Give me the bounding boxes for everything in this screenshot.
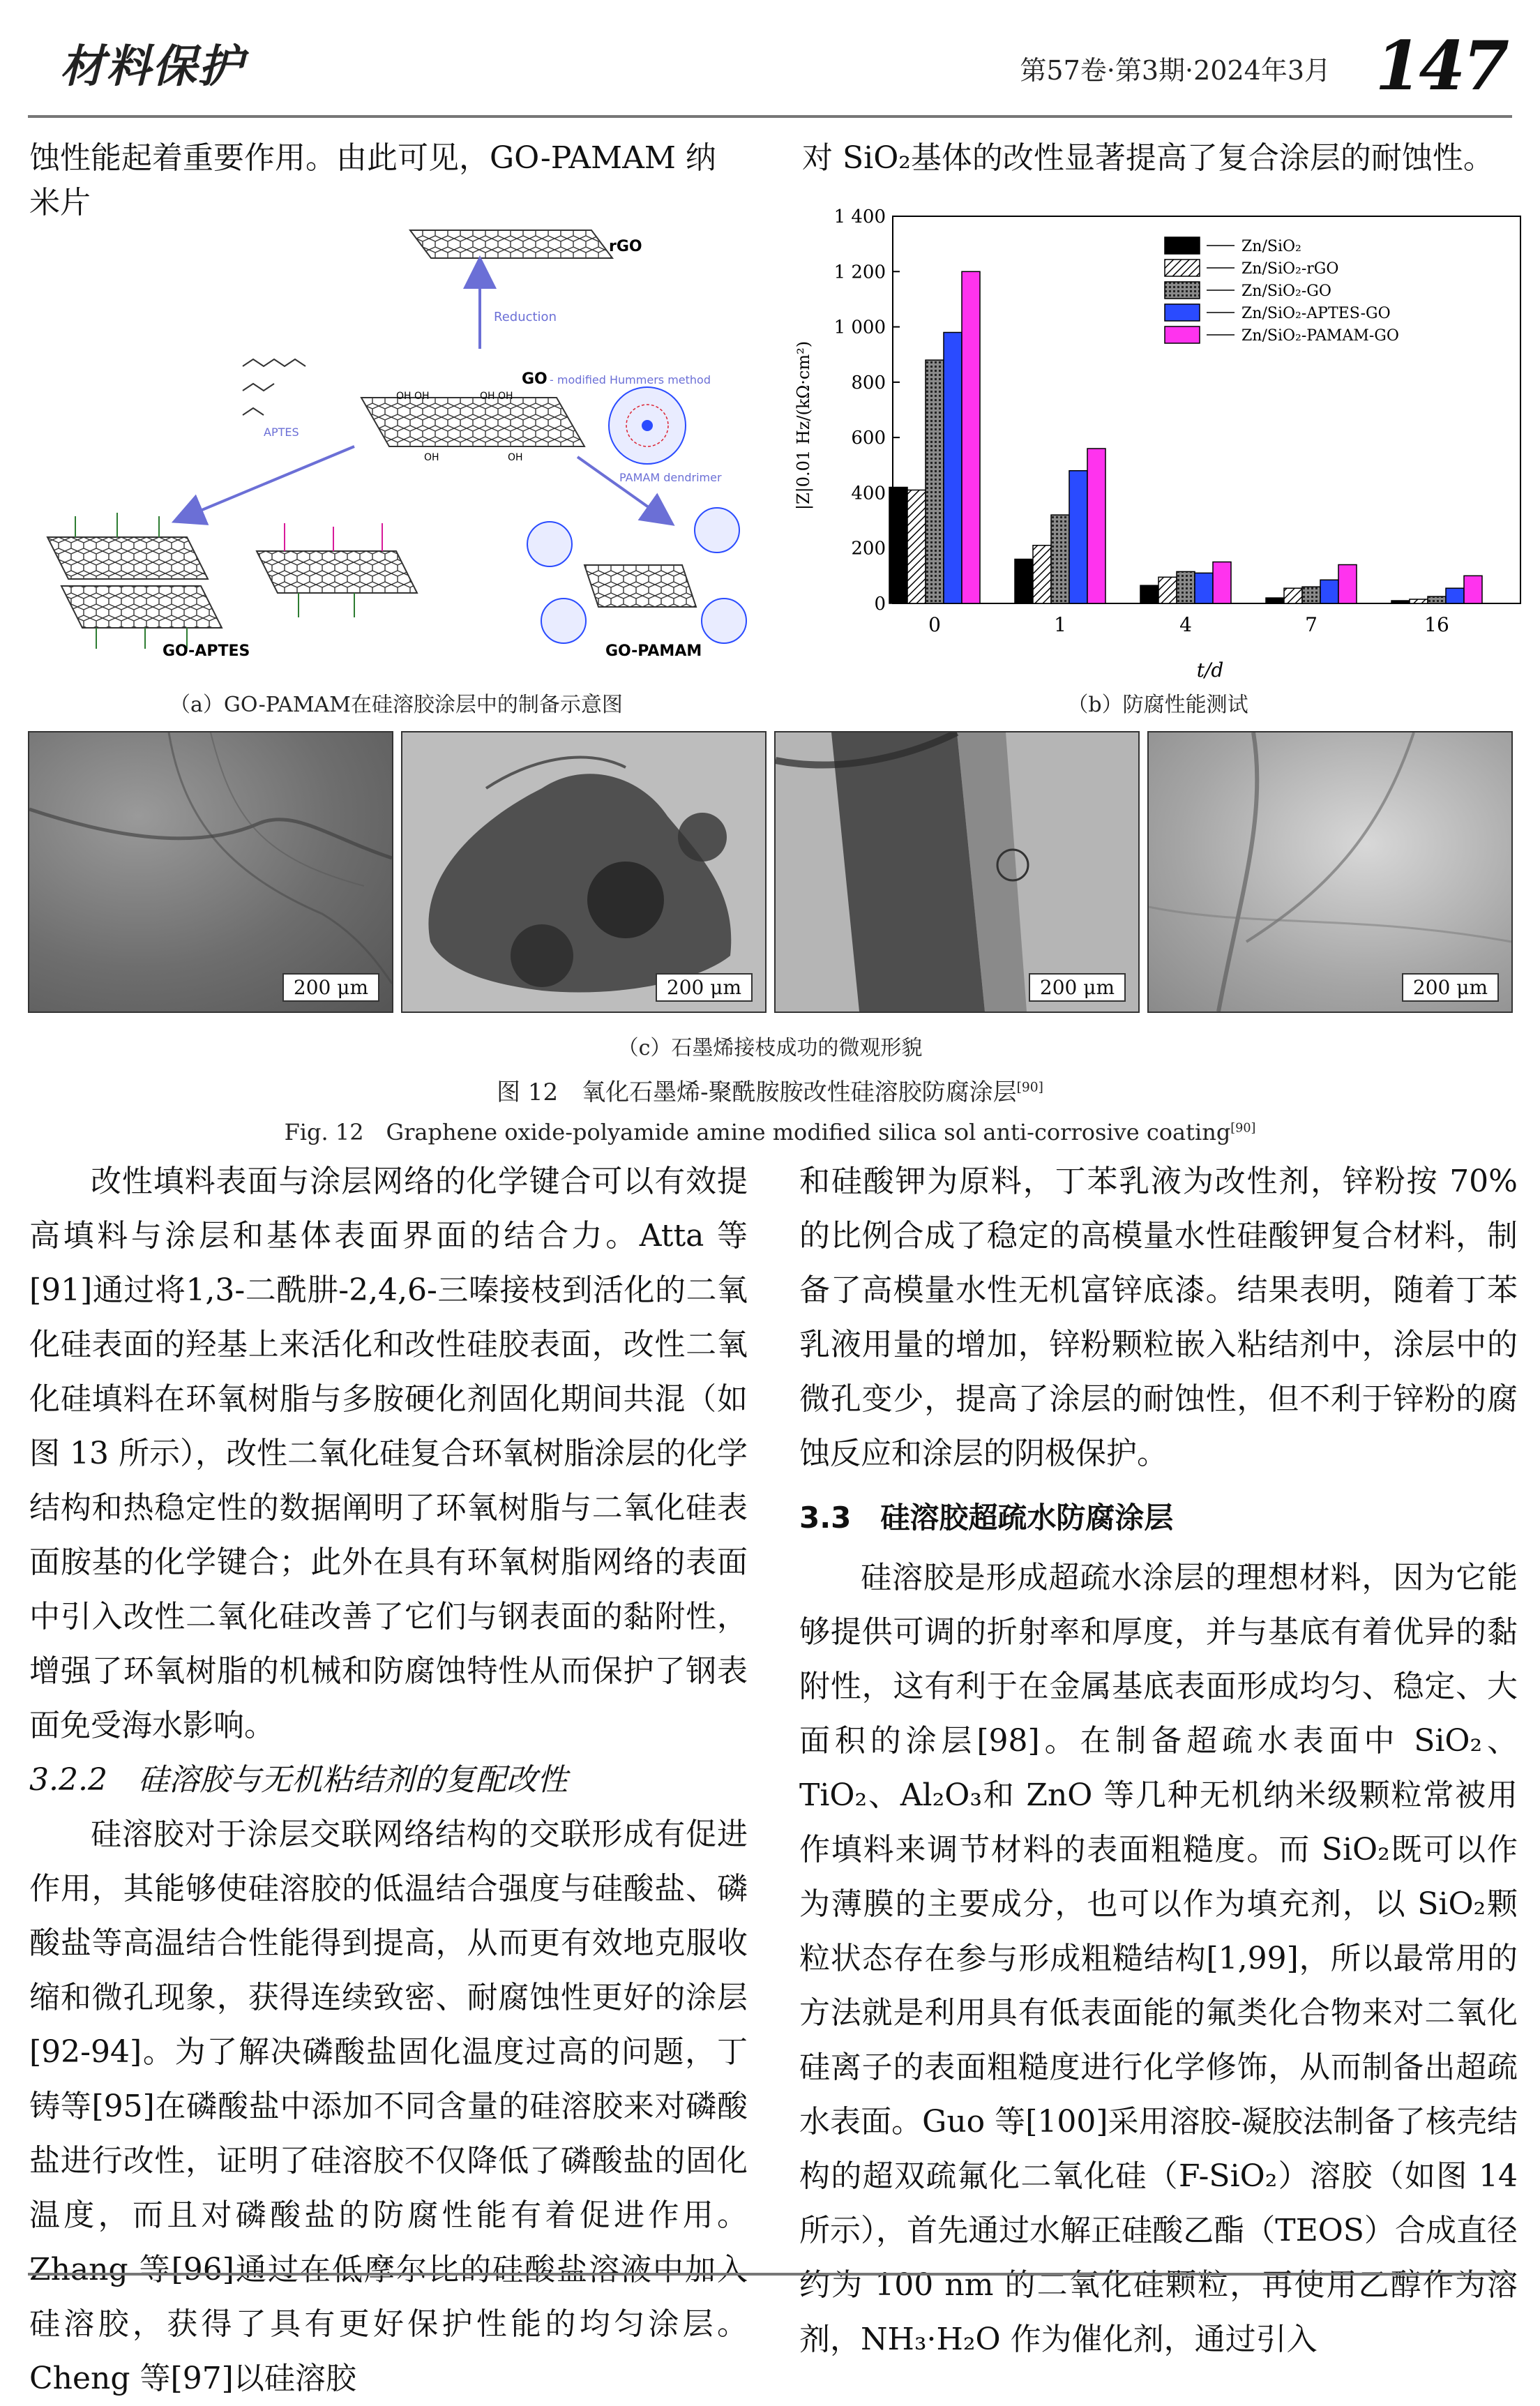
y-tick-label: 1 200 [833,262,886,283]
y-tick-label: 200 [851,538,886,559]
legend-label: Zn/SiO₂-APTES-GO [1241,305,1391,322]
tem-scale-bar-2: 200 μm [656,973,753,1002]
right-paragraph-1: 和硅酸钾为原料，丁苯乳液为改性剂，锌粉按 70%的比例合成了稳定的高模量水性硅酸钾复合材料，制备了高模量水性无机富锌底漆。结果表明，随着丁苯乳液用量的增加，锌粉颗粒嵌入粘结剂中，涂层中的微孔变少，提高了涂层的耐蚀性，但不利于锌粉的腐蚀反应和涂层的阴极保护。 [799,1164,1518,1471]
caption-b: （b）防腐性能测试 [1067,693,1248,717]
chart-legend [1165,237,1399,345]
y-tick-label: 1 000 [833,317,886,338]
bar [1410,599,1428,603]
legend-label: Zn/SiO₂-rGO [1241,260,1339,278]
left-paragraph-1: 改性填料表面与涂层网络的化学键合可以有效提高填料与涂层和基体表面界面的结合力。Atta 等[91]通过将1,3-二酰肼-2,4,6-三嗪接枝到活化的二氧化硅表面的羟基上来活化和改性硅胶表面，改性二氧化硅填料在环氧树脂与多胺硬化剂固化期间共混（如图 13 所示），改性二氧化硅复合环氧树脂涂层的化学结构和热稳定性的数据阐明了环氧树脂与二氧化硅表面胺基的化学键合；此外在具有环氧树脂网络的表面中引入改性二氧化硅改善了它们与钢表面的黏附性，增强了环氧树脂的机械和防腐蚀特性从而保护了钢表面免受海水影响。 [29,1164,748,1743]
rgo-label: rGO [609,238,642,255]
bar [1338,565,1357,604]
page-number: 147 [1375,27,1507,105]
x-tick-label: 7 [1305,613,1318,636]
y-tick-label: 800 [851,372,886,393]
bar [1446,588,1464,603]
section-heading-3-3: 3.3 硅溶胶超疏水防腐涂层 [799,1501,1174,1535]
legend-label: Zn/SiO₂ [1241,238,1301,255]
go-aptes-structure-icon [47,513,222,649]
impedance-bar-chart [788,202,1527,691]
bar [1140,585,1158,603]
bar [1428,596,1446,603]
caption-c: （c）石墨烯接枝成功的微观形貌 [617,1036,923,1060]
reduction-label: Reduction [494,310,557,324]
figure-caption-zh-ref: [90] [1016,1080,1043,1095]
pamam-dendrimer-icon [609,387,686,464]
bar [1302,587,1320,603]
bar [1087,449,1105,603]
caption-a: （a）GO-PAMAM在硅溶胶涂层中的制备示意图 [169,693,623,717]
x-tick-label: 1 [1054,613,1066,636]
chart-frame [893,216,1520,603]
bar [1177,571,1195,603]
bar [889,488,907,604]
go-label: GO [522,370,548,388]
bar [1320,580,1338,603]
bar [1391,601,1410,603]
figure-caption-en [0,1115,1540,1147]
legend-swatch [1165,304,1200,321]
to-aptes-arrow-icon [187,446,354,516]
bar [944,333,962,604]
y-tick-label: 0 [874,594,886,615]
aptes-label: APTES [264,426,299,439]
tem-scale-bar-1: 200 μm [282,973,379,1002]
bar [1051,515,1069,603]
rgo-sheet-icon [410,230,612,258]
intro-left-line: 蚀性能起着重要作用。由此可见，GO-PAMAM 纳米片 [29,140,716,220]
svg-text:OH: OH [508,452,523,463]
y-tick-label: 600 [851,428,886,449]
legend-swatch [1165,237,1200,254]
bar [1213,562,1231,603]
bar [1069,471,1087,603]
section-heading-3-2-2: 3.2.2 硅溶胶与无机粘结剂的复配改性 [29,1762,568,1798]
svg-text:OH OH: OH OH [396,391,430,402]
chart-y-axis-label: |Z|0.01 Hz/(kΩ·cm²) [794,340,813,511]
pamam-label: PAMAM dendrimer [619,471,722,484]
hummers-label: - modified Hummers method [550,373,711,386]
go-aptes-label: GO-APTES [163,642,250,660]
bar [1266,598,1284,603]
x-tick-label: 4 [1179,613,1192,636]
legend-swatch [1165,282,1200,299]
legend-swatch [1165,326,1200,343]
bar [1158,577,1177,603]
go-pamam-label: GO-PAMAM [605,642,702,660]
go-sheet-icon [361,391,584,463]
bar [1195,573,1213,603]
to-pamam-arrow-icon [578,457,661,516]
bar [1033,546,1051,603]
tem-image-2 [401,731,767,1013]
right-column [799,1155,1518,2367]
header-rule [28,115,1512,118]
go-aptes-structure-2-icon [257,523,417,617]
legend-label: Zn/SiO₂-GO [1241,283,1331,300]
y-tick-label: 400 [851,483,886,504]
legend-swatch [1165,260,1200,276]
go-pamam-scheme [33,216,759,670]
figure-caption-en-text: Fig. 12 Graphene oxide-polyamide amine modified silica sol anti-corrosive coating [284,1119,1231,1145]
bar [1464,576,1482,603]
tem-image-3 [774,731,1140,1013]
x-tick-label: 0 [928,613,941,636]
footer-rule [28,2273,1512,2276]
tem-scale-bar-3: 200 μm [1029,973,1126,1002]
figure-caption-zh-text: 图 12 氧化石墨烯-聚酰胺胺改性硅溶胶防腐涂层 [497,1078,1017,1106]
bar [962,271,980,603]
journal-name: 材料保护 [60,40,244,93]
y-tick-label: 1 400 [833,206,886,227]
aptes-molecule-icon [243,359,305,415]
right-paragraph-2: 硅溶胶是形成超疏水涂层的理想材料，因为它能够提供可调的折射率和厚度，并与基底有着优异的黏附性，这有利于在金属基底表面形成均匀、稳定、大面积的涂层[98]。在制备超疏水表面中 SiO₂、TiO₂、Al₂O₃和 ZnO 等几种无机纳米级颗粒常被用作填料来调节材料的表面粗糙度。而 SiO₂既可以作为薄膜的主要成分，也可以作为填充剂，以 SiO₂颗粒状态存在参与形成粗糙结构[1,99]，所以最常用的方法就是利用具有低表面能的氟类化合物来对二氧化硅离子的表面粗糙度进行化学修饰，从而制备出超疏水表面。Guo 等[100]采用溶胶-凝胶法制备了核壳结构的超双疏氟化二氧化硅（F-SiO₂）溶胶（如图 14 所示），首先通过水解正硅酸乙酯（TEOS）合成直径约为 100 nm 的二氧化硅颗粒，再使用乙醇作为溶剂，NH₃·H₂O 作为催化剂，通过引入 [799,1560,1518,2357]
go-pamam-structure-icon [527,508,746,643]
bar [1015,559,1033,603]
figure-caption-en-ref: [90] [1230,1121,1256,1136]
figure-caption-zh [0,1073,1540,1107]
tem-image-1 [28,731,393,1013]
chart-x-axis-label: t/d [1196,659,1224,682]
bar [907,490,926,603]
left-paragraph-2: 硅溶胶对于涂层交联网络结构的交联形成有促进作用，其能够使硅溶胶的低温结合强度与硅酸盐、磷酸盐等高温结合性能得到提高，从而更有效地克服收缩和微孔现象，获得连续致密、耐腐蚀性更好的涂层[92-94]。为了解决磷酸盐固化温度过高的问题，丁铸等[95]在磷酸盐中添加不同含量的硅溶胶来对磷酸盐进行改性，证明了硅溶胶不仅降低了磷酸盐的固化温度，而且对磷酸盐的防腐性能有着促进作用。Zhang 等[96]通过在低摩尔比的硅酸盐溶液中加入硅溶胶，获得了具有更好保护性能的均匀涂层。Cheng 等[97]以硅溶胶 [29,1817,748,2396]
svg-text:OH: OH [424,452,439,463]
x-tick-label: 16 [1424,613,1449,636]
intro-right-line: 对 SiO₂基体的改性显著提高了复合涂层的耐蚀性。 [802,140,1494,176]
legend-label: Zn/SiO₂-PAMAM-GO [1241,327,1399,345]
issue-info: 第57卷·第3期·2024年3月 [1020,55,1331,86]
tem-scale-bar-4: 200 μm [1402,973,1499,1002]
left-column [29,1155,748,2406]
bar [1284,588,1302,603]
svg-text:OH OH: OH OH [480,391,513,402]
tem-image-4 [1147,731,1513,1013]
bar [926,360,944,603]
